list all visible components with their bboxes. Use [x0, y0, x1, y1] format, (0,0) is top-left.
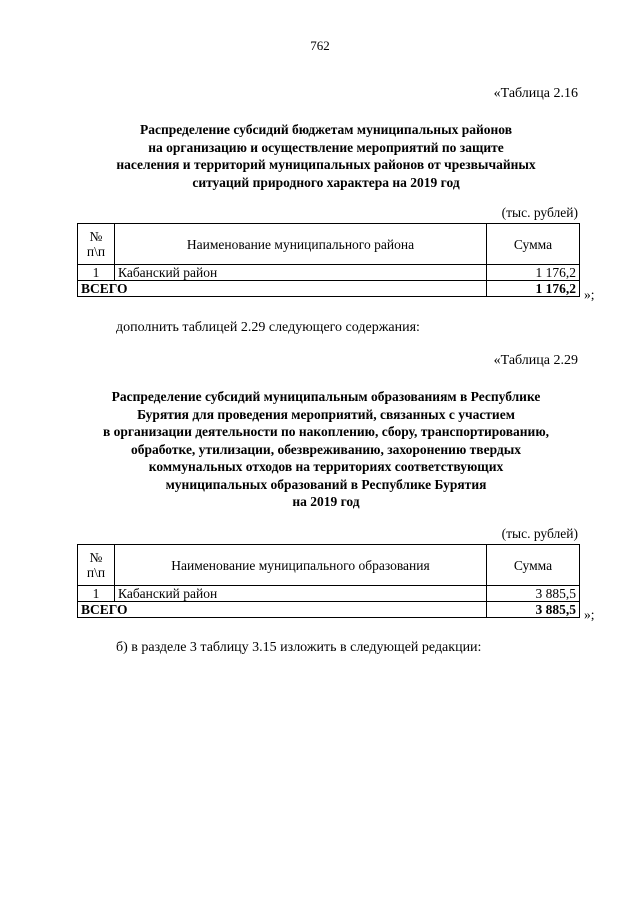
total-sum: 1 176,2: [487, 281, 580, 297]
closing-quote: »;: [584, 287, 595, 302]
number-header-line: №: [89, 550, 103, 565]
total-label: ВСЕГО: [78, 602, 487, 618]
table-title: [70, 388, 582, 511]
number-header-line: п\п: [86, 565, 106, 580]
column-header-sum: Сумма: [487, 545, 580, 586]
units-label: (тыс. рублей): [501, 205, 578, 220]
table-header-row: [78, 224, 580, 265]
row-sum: 3 885,5: [487, 586, 580, 602]
table-header-row: [78, 545, 580, 586]
table-caption: «Таблица 2.29: [493, 353, 578, 368]
table-title-line: ситуаций природного характера на 2019 год: [192, 174, 460, 190]
number-header-line: №: [89, 229, 103, 244]
table-row: [78, 586, 580, 602]
total-label: ВСЕГО: [78, 281, 487, 297]
page-number: 762: [310, 38, 330, 53]
row-name: Кабанский район: [115, 265, 487, 281]
total-sum: 3 885,5: [487, 602, 580, 618]
table-title-line: муниципальных образований в Республике Бурятия: [165, 476, 487, 492]
table-title: [70, 121, 582, 191]
table-row: [78, 265, 580, 281]
total-row: [78, 602, 580, 618]
table-title-line: Распределение субсидий бюджетам муниципальных районов: [139, 122, 513, 137]
paragraph: б) в разделе 3 таблицу 3.15 изложить в следующей редакции:: [116, 640, 482, 655]
paragraph: дополнить таблицей 2.29 следующего содержания:: [116, 320, 420, 335]
column-header-name: Наименование муниципального образования: [115, 545, 487, 586]
table-title-line: на организацию и осуществление мероприятий по защите: [148, 139, 504, 155]
total-row: [78, 281, 580, 297]
row-number: 1: [78, 265, 115, 281]
column-header-sum: Сумма: [487, 224, 580, 265]
row-sum: 1 176,2: [487, 265, 580, 281]
column-header-number: [78, 545, 115, 586]
table-title-line: Распределение субсидий муниципальным образованиям в Республике: [111, 389, 541, 404]
row-name: Кабанский район: [115, 586, 487, 602]
column-header-name: Наименование муниципального района: [115, 224, 487, 265]
table-caption: «Таблица 2.16: [493, 86, 578, 101]
table-title-line: коммунальных отходов на территориях соответствующих: [148, 459, 504, 474]
row-number: 1: [78, 586, 115, 602]
number-header-line: п\п: [86, 244, 106, 259]
table-title-line: в организации деятельности по накоплению, сбору, транспортированию,: [102, 424, 550, 439]
table-title-line: Бурятия для проведения мероприятий, связанных с участием: [137, 406, 515, 422]
subsidy-table: [77, 223, 580, 297]
units-label: (тыс. рублей): [501, 526, 578, 541]
subsidy-table: [77, 544, 580, 618]
table-title-line: обработке, утилизации, обезвреживанию, захоронению твердых: [130, 441, 522, 457]
table-title-line: на 2019 год: [292, 494, 360, 509]
table-title-line: населения и территорий муниципальных районов от чрезвычайных: [116, 157, 536, 172]
closing-quote: »;: [584, 607, 595, 622]
column-header-number: [78, 224, 115, 265]
